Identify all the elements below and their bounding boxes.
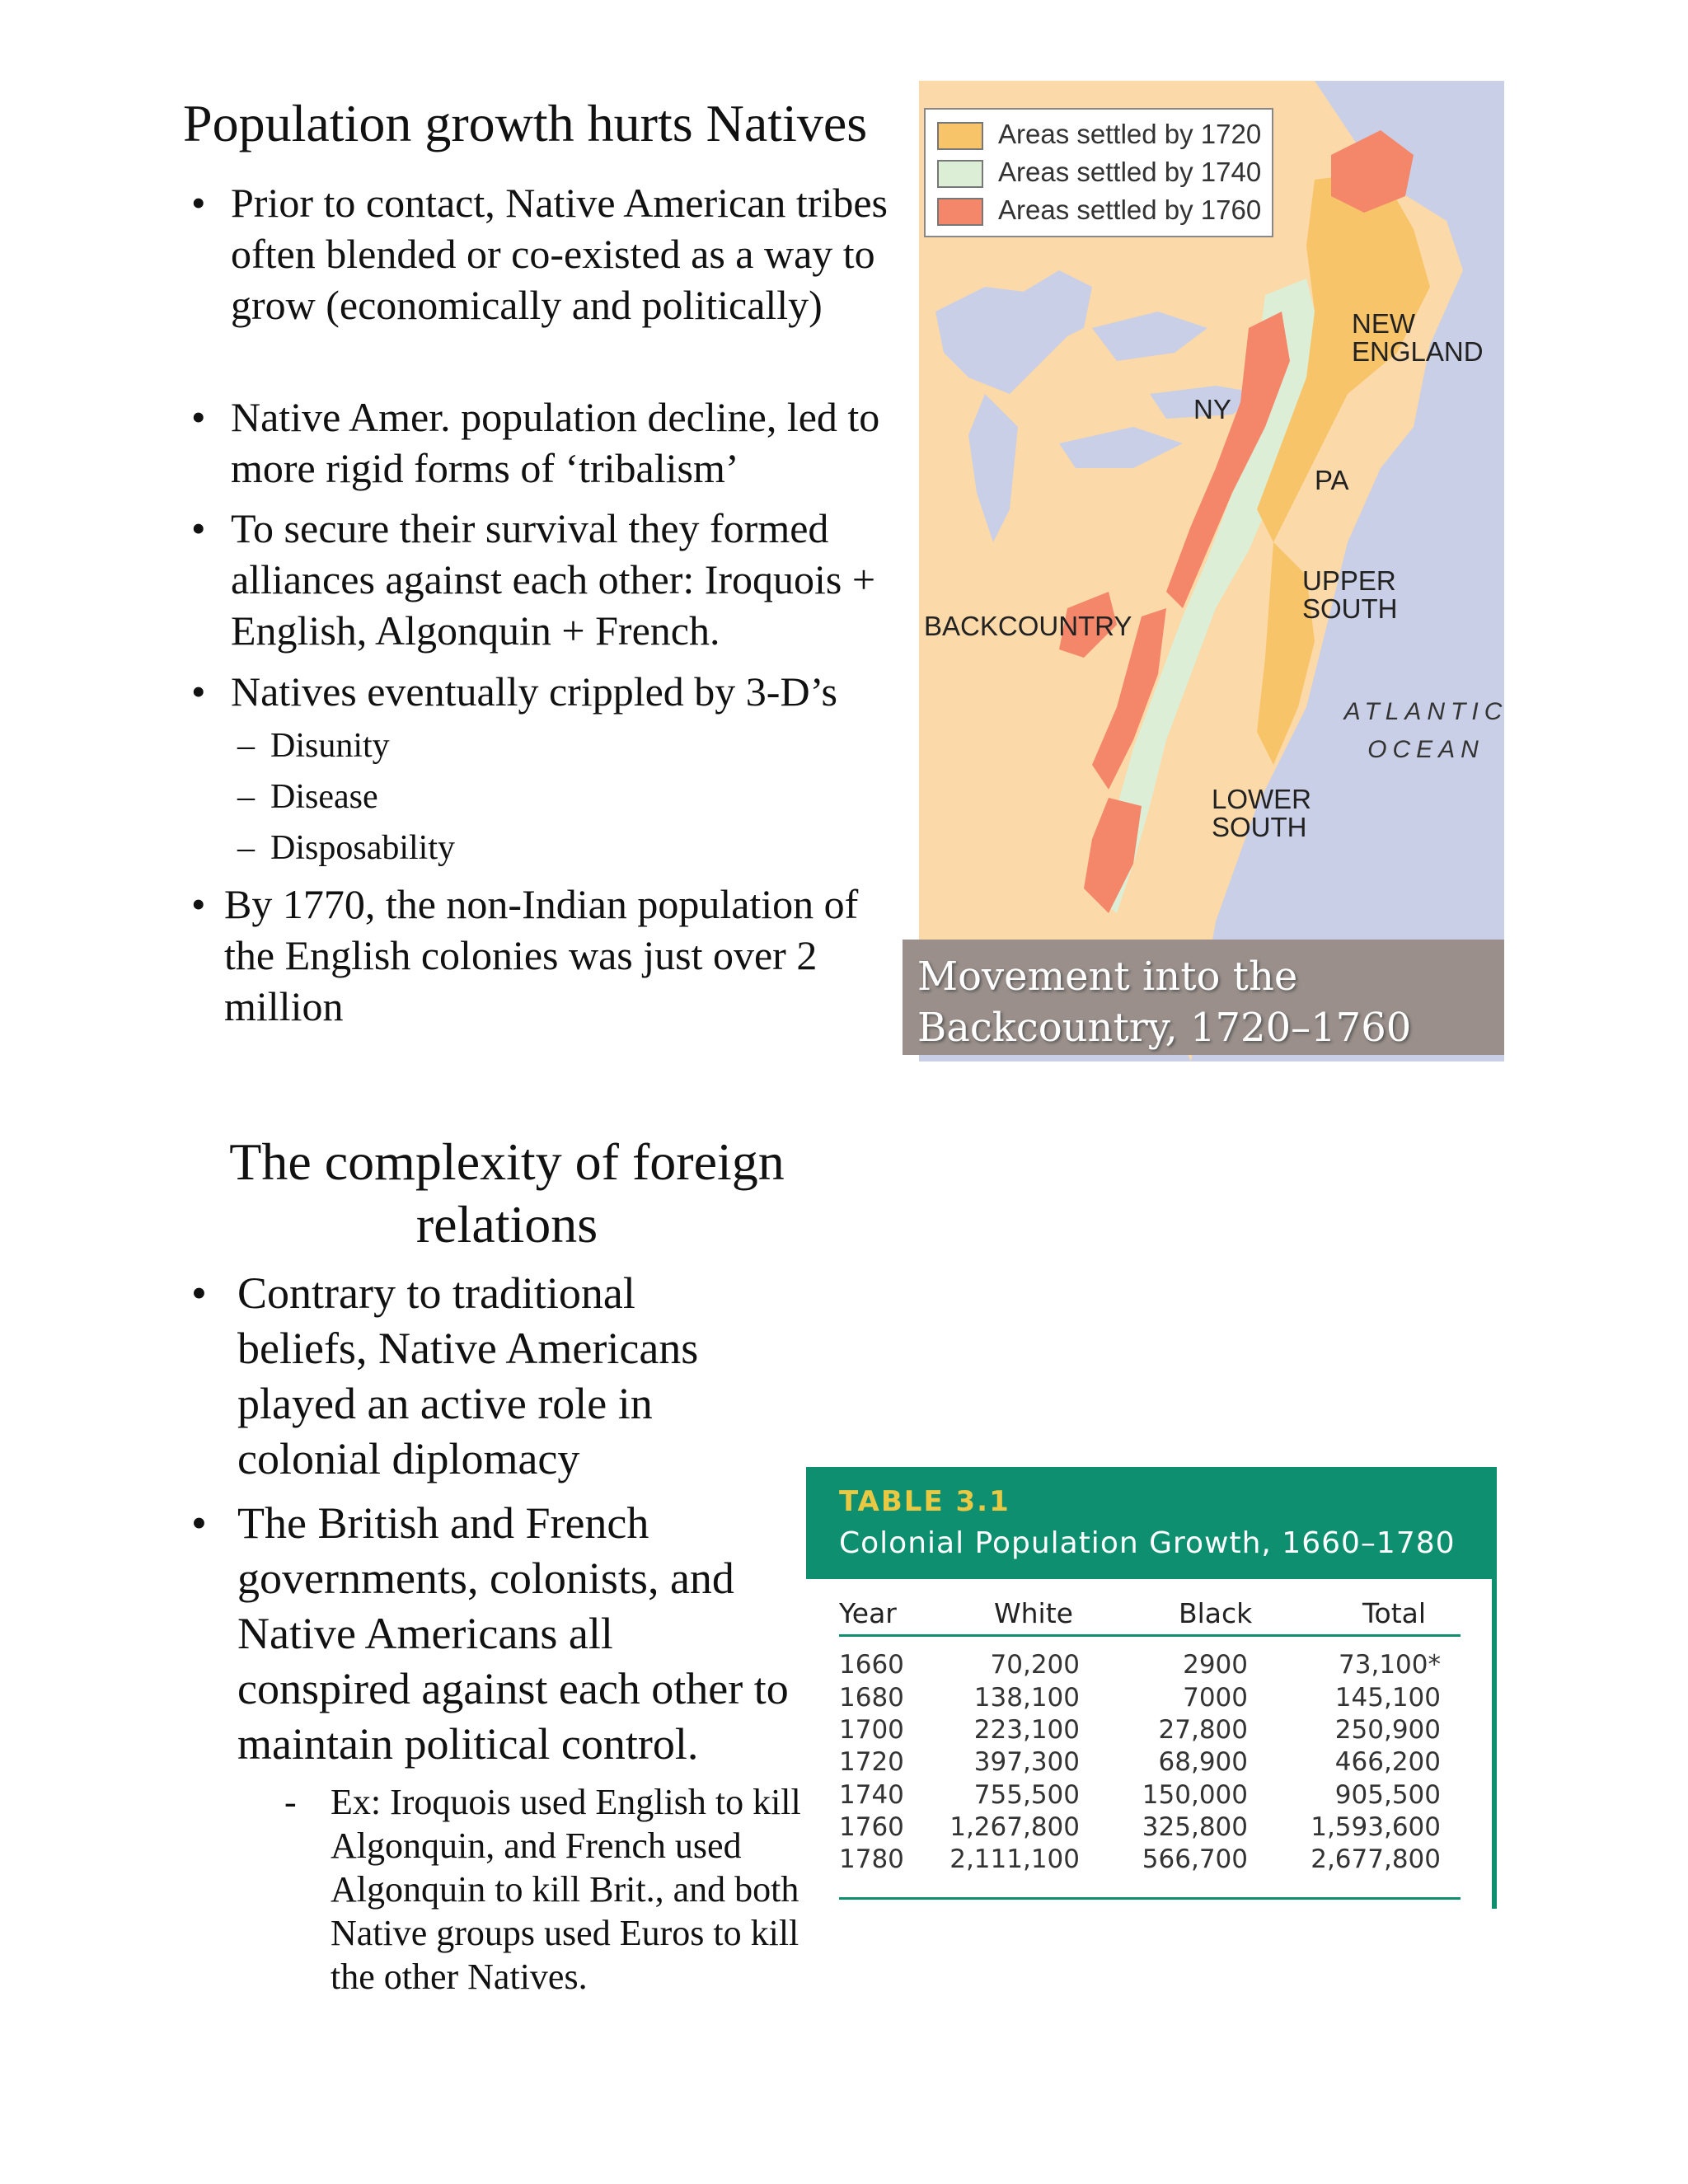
cell-total: 466,200 — [1334, 1747, 1441, 1777]
column-header-total: Total — [1362, 1597, 1427, 1629]
cell-white: 223,100 — [973, 1715, 1080, 1745]
bullet-dot: • — [191, 180, 206, 226]
cell-total: 73,100* — [1339, 1650, 1441, 1680]
bullet-dot: • — [191, 1268, 207, 1318]
example-text: Ex: Iroquois used English to kill Algonquin, and French used Algonquin to kill Brit., and both Native groups used Euros to kill the other Natives. — [331, 1782, 801, 1997]
cell-year: 1780 — [839, 1844, 904, 1874]
table-row — [806, 1715, 1497, 1748]
cell-black: 68,900 — [1158, 1747, 1248, 1777]
column-header-year: Year — [839, 1597, 897, 1629]
bullet-text: Contrary to traditional beliefs, Native Americans played an active role in colonial diplomacy — [237, 1268, 699, 1483]
table-row — [806, 1747, 1497, 1780]
cell-black: 7000 — [1183, 1683, 1248, 1713]
table-row — [806, 1650, 1497, 1683]
bullet-text: Prior to contact, Native American tribes often blended or co-existed as a way to grow (economically and politically) — [231, 180, 888, 328]
bullet-dot: • — [191, 668, 206, 715]
table-row — [806, 1780, 1497, 1813]
cell-total: 250,900 — [1334, 1715, 1441, 1745]
column-header-white: White — [994, 1597, 1073, 1629]
table-row — [806, 1812, 1497, 1845]
table-rule — [839, 1634, 1461, 1637]
legend-swatch — [937, 122, 983, 150]
table-title: Colonial Population Growth, 1660–1780 — [839, 1526, 1456, 1560]
bullet-item — [191, 177, 917, 330]
population-table — [806, 1467, 1497, 1908]
cell-total: 145,100 — [1334, 1683, 1441, 1713]
map-label-atlantic-ocean: ATLANTIC OCEAN — [1343, 698, 1508, 763]
bullet-text: Natives eventually crippled by 3-D’s — [231, 668, 837, 715]
cell-black: 150,000 — [1142, 1780, 1248, 1810]
bullet-item — [191, 879, 900, 1032]
legend-item: Areas settled by 1720 — [937, 118, 1261, 151]
cell-white: 138,100 — [973, 1683, 1080, 1713]
bullet-text: Native Amer. population decline, led to more rigid forms of ‘tribalism’ — [231, 394, 880, 491]
cell-year: 1680 — [839, 1683, 904, 1713]
cell-year: 1700 — [839, 1715, 904, 1745]
cell-year: 1720 — [839, 1747, 904, 1777]
table-rule — [839, 1897, 1461, 1900]
sub-bullet: – Disease — [237, 778, 378, 816]
cell-white: 2,111,100 — [950, 1844, 1080, 1874]
bullet-item — [191, 391, 917, 494]
column-header-black: Black — [1179, 1597, 1253, 1629]
map-label-backcountry: BACKCOUNTRY — [924, 611, 1132, 641]
table-header-band — [806, 1467, 1497, 1579]
map-label-upper-south: UPPER SOUTH — [1302, 565, 1398, 624]
cell-total: 1,593,600 — [1311, 1812, 1441, 1842]
cell-year: 1740 — [839, 1780, 904, 1810]
map-legend — [924, 108, 1273, 237]
sub-bullet: – Disposability — [237, 829, 456, 867]
legend-swatch — [937, 198, 983, 226]
cell-black: 2900 — [1183, 1650, 1248, 1680]
legend-item: Areas settled by 1740 — [937, 156, 1261, 189]
cell-year: 1660 — [839, 1650, 904, 1680]
map-label-ny: NY — [1193, 394, 1231, 424]
cell-year: 1760 — [839, 1812, 904, 1842]
slide2-title: The complexity of foreign relations — [229, 1132, 785, 1254]
bullet-text: To secure their survival they formed alliances against each other: Iroquois + English, Algonquin + French. — [231, 505, 876, 654]
bullet-dot: • — [191, 394, 206, 440]
slide1-title: Population growth hurts Natives — [183, 94, 868, 152]
cell-white: 397,300 — [973, 1747, 1080, 1777]
bullet-dot: • — [191, 505, 206, 551]
table-label: TABLE 3.1 — [839, 1485, 1010, 1518]
cell-total: 905,500 — [1334, 1780, 1441, 1810]
cell-black: 325,800 — [1142, 1812, 1248, 1842]
bullet-text: The British and French governments, colonists, and Native Americans all conspired against each other to maintain political control. — [237, 1498, 789, 1769]
map-caption: Movement into the Backcountry, 1720–1760 — [903, 940, 1504, 1055]
bullet-item — [191, 666, 917, 717]
bullet-item — [191, 1496, 793, 1772]
bullet-item — [191, 1266, 768, 1487]
map-label-lower-south: LOWER SOUTH — [1212, 784, 1312, 842]
example-sub-bullet: - Ex: Iroquois used English to kill Algonquin, and French used Algonquin to kill Brit., and both Native groups used Euros to kill the other Natives. — [284, 1780, 842, 1999]
legend-swatch — [937, 160, 983, 188]
settlement-map — [919, 81, 1508, 1062]
sub-bullet: – Disunity — [237, 727, 390, 765]
table-row — [806, 1844, 1497, 1877]
cell-total: 2,677,800 — [1311, 1844, 1441, 1874]
cell-black: 566,700 — [1142, 1844, 1248, 1874]
cell-white: 755,500 — [973, 1780, 1080, 1810]
map-label-new-england: NEW ENGLAND — [1352, 308, 1484, 367]
bullet-dot: • — [191, 1498, 207, 1548]
legend-item: Areas settled by 1760 — [937, 194, 1261, 227]
map-label-pa: PA — [1315, 465, 1349, 495]
cell-white: 70,200 — [990, 1650, 1080, 1680]
bullet-text: By 1770, the non-Indian population of the English colonies was just over 2 million — [224, 881, 859, 1029]
bullet-dot: • — [191, 881, 206, 927]
table-row — [806, 1683, 1497, 1716]
cell-white: 1,267,800 — [950, 1812, 1080, 1842]
cell-black: 27,800 — [1158, 1715, 1248, 1745]
bullet-item — [191, 503, 917, 656]
